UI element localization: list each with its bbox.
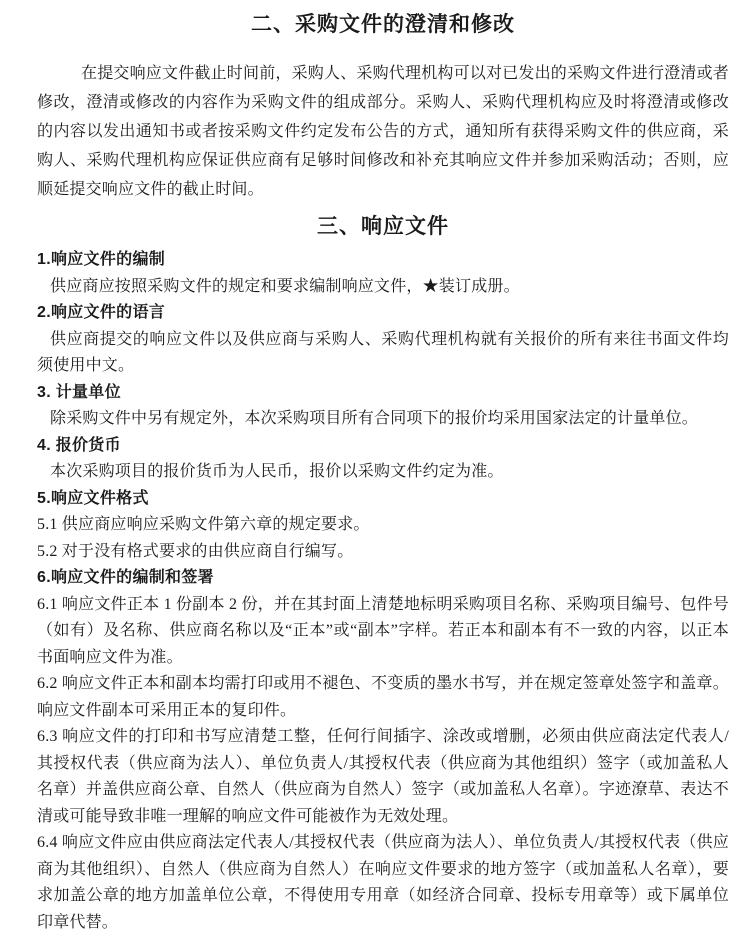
clause-6-2: 6.2 响应文件正本和副本均需打印或用不褪色、不变质的墨水书写，并在规定签章处签字和盖章。响应文件副本可采用正本的复印件。 [37, 675, 729, 719]
item-2-heading: 2.响应文件的语言 [37, 304, 166, 321]
item-6-heading: 6.响应文件的编制和签署 [37, 569, 214, 586]
item-4-body: 本次采购项目的报价货币为人民币，报价以采购文件约定为准。 [50, 463, 504, 480]
clause-6-4: 6.4 响应文件应由供应商法定代表人/其授权代表（供应商为法人）、单位负责人/其授权代表（供应商为其他组织）、自然人（供应商为自然人）在响应文件要求的地方签字（或加盖私人名章），要求加盖公章的地方加盖单位公章，不得使用专用章（如经济合同章、投标专用章等）或下属单位印章代替。 [37, 834, 729, 931]
section-2-title: 二、采购文件的澄清和修改 [251, 13, 515, 36]
item-4-heading: 4. 报价货币 [37, 436, 121, 454]
section-3-title: 三、响应文件 [317, 215, 449, 238]
item-2-body: 供应商提交的响应文件以及供应商与采购人、采购代理机构就有关报价的所有来往书面文件均须使用中文。 [37, 330, 729, 374]
item-1-body: 供应商应按照采购文件的规定和要求编制响应文件，★装订成册。 [50, 277, 520, 295]
clause-6-1: 6.1 响应文件正本 1 份副本 2 份，并在其封面上清楚地标明采购项目名称、采购项目编号、包件号（如有）及名称、供应商名称以及“正本”或“副本”字样。若正本和副本有不一致的内容，以正本书面响应文件为准。 [37, 595, 729, 666]
clause-5-2: 5.2 对于没有格式要求的由供应商自行编写。 [37, 542, 354, 560]
clause-6-3: 6.3 响应文件的打印和书写应清楚工整，任何行间插字、涂改或增删，必须由供应商法定代表人/其授权代表（供应商为法人）、单位负责人/其授权代表（供应商为其他组织）签字（或加盖私人名章）并盖供应商公章、自然人（供应商为自然人）签字（或加盖私人名章）。字迹潦草、表达不清或可能导致非唯一理解的响应文件可能被作为无效处理。 [37, 728, 729, 825]
section-3-body [37, 247, 729, 936]
item-1-heading: 1.响应文件的编制 [37, 251, 166, 268]
item-5-heading: 5.响应文件格式 [37, 489, 149, 507]
item-3-body: 除采购文件中另有规定外，本次采购项目所有合同项下的报价均采用国家法定的计量单位。 [50, 410, 699, 427]
section-2-paragraph: 在提交响应文件截止时间前，采购人、采购代理机构可以对已发出的采购文件进行澄清或者修改，澄清或修改的内容作为采购文件的组成部分。采购人、采购代理机构应及时将澄清或修改的内容以发出通知书或者按采购文件约定发布公告的方式，通知所有获得采购文件的供应商，采购人、采购代理机构应保证供应商有足够时间修改和补充其响应文件并参加采购活动；否则，应顺延提交响应文件的截止时间。 [37, 65, 730, 198]
clause-5-1: 5.1 供应商应响应采购文件第六章的规定要求。 [37, 516, 370, 533]
item-3-heading: 3. 计量单位 [37, 383, 121, 401]
